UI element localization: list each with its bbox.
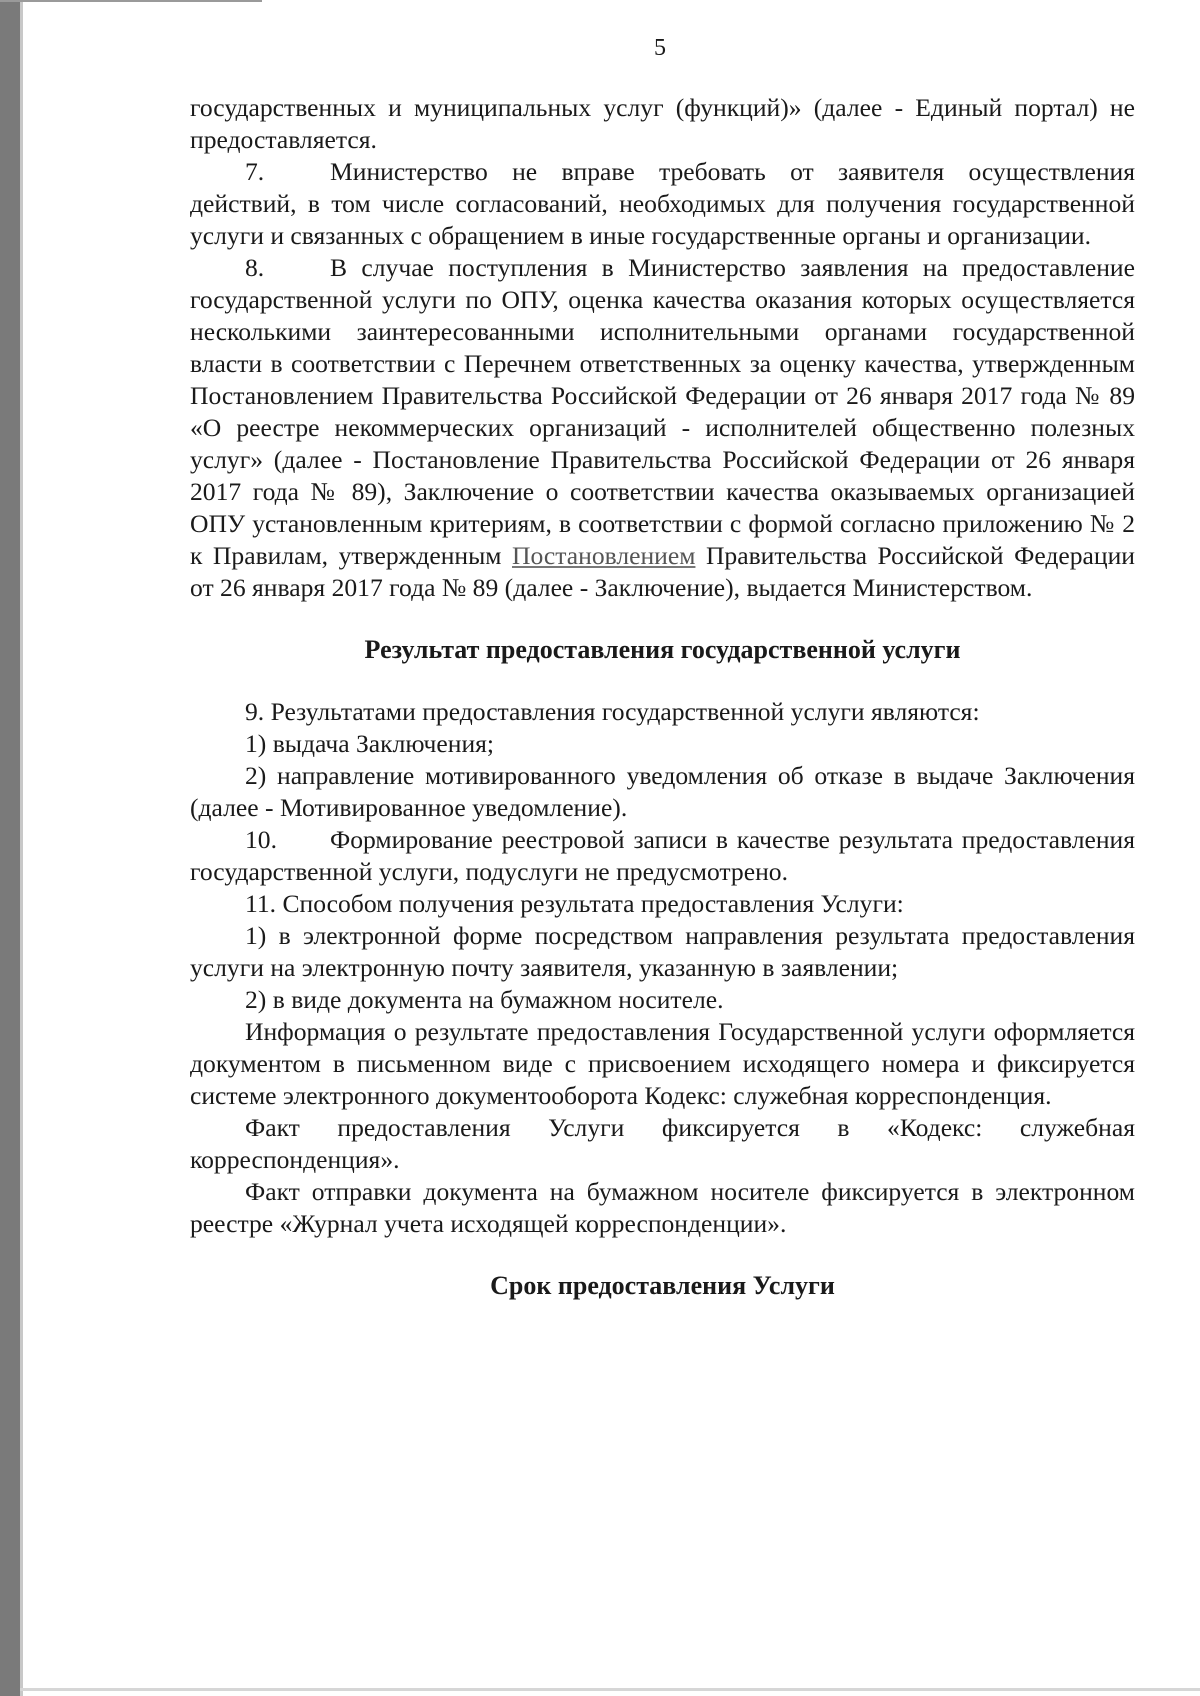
paragraph-fact-1: Факт предоставления Услуги фиксируется в «Кодекс: служебная корреспонденция». — [190, 1113, 1135, 1174]
document-body — [190, 92, 1135, 1302]
paragraph-11-item-2: 2) в виде документа на бумажном носителе. — [245, 985, 724, 1014]
paragraph-9: 9. Результатами предоставления государственной услуги являются: — [245, 697, 980, 726]
scan-bottom-line — [20, 1688, 1200, 1691]
paragraph-7-text: Министерство не вправе требовать от заявителя осуществления действий, в том числе согласований, необходимых для получения государственной услуги и связанных с обращением в иные государственные органы и организации. — [190, 157, 1135, 250]
paragraph-11: 11. Способом получения результата предоставления Услуги: — [245, 889, 904, 918]
paragraph-10 — [190, 824, 1135, 888]
paragraph-7-number: 7. — [245, 157, 265, 186]
paragraph-8-text-b: Правительства Российской Федерации от 26 января 2017 года № 89 (далее - Заключение), выдается Министерством. — [190, 541, 1135, 602]
scan-left-edge-shadow — [20, 0, 23, 1696]
scan-left-edge — [0, 0, 20, 1696]
paragraph-info: Информация о результате предоставления Государственной услуги оформляется документом в письменном виде с присвоением исходящего номера и фиксируется системе электронного документооборота Кодекс: служебная корреспонденция. — [190, 1017, 1135, 1110]
paragraph-fact-2: Факт отправки документа на бумажном носителе фиксируется в электронном реестре «Журнал учета исходящей корреспонденции». — [190, 1177, 1135, 1238]
paragraph-9-item-2: 2) направление мотивированного уведомления об отказе в выдаче Заключения (далее - Мотивированное уведомление). — [190, 761, 1135, 822]
paragraph-continuation: государственных и муниципальных услуг (функций)» (далее - Единый портал) не предоставляется. — [190, 93, 1135, 154]
paragraph-10-number: 10. — [245, 825, 277, 854]
paragraph-7 — [190, 156, 1135, 252]
section-heading-result: Результат предоставления государственной услуги — [364, 635, 961, 664]
scan-top-line — [0, 0, 262, 2]
paragraph-10-text: Формирование реестровой записи в качестве результата предоставления государственной услуги, подуслуги не предусмотрено. — [190, 825, 1135, 886]
paragraph-8 — [190, 252, 1135, 604]
page-number: 5 — [654, 35, 666, 61]
paragraph-8-number: 8. — [245, 253, 265, 282]
decree-link[interactable]: Постановлением — [511, 541, 696, 570]
paragraph-11-item-1: 1) в электронной форме посредством направления результата предоставления услуги на электронную почту заявителя, указанную в заявлении; — [190, 921, 1135, 982]
paragraph-9-item-1: 1) выдача Заключения; — [245, 729, 495, 758]
section-heading-term: Срок предоставления Услуги — [490, 1271, 835, 1300]
paragraph-8-text-a: В случае поступления в Министерство заявления на предоставление государственной услуги по ОПУ, оценка качества оказания которых осуществляется несколькими заинтересованными исполнительными органами государственной власти в соответствии с Перечнем ответственных за оценку качества, утвержденным Постановлением Правительства Российской Федерации от 26 января 2017 года № 89 «О реестре некоммерческих организаций - исполнителей общественно полезных услуг» (далее - Постановление Правительства Российской Федерации от 26 января 2017 года № 89), Заключение о соответствии качества оказываемых организацией ОПУ установленным критериям, в соответствии с формой согласно приложению № 2 к Правилам, утвержденным — [190, 253, 1135, 570]
